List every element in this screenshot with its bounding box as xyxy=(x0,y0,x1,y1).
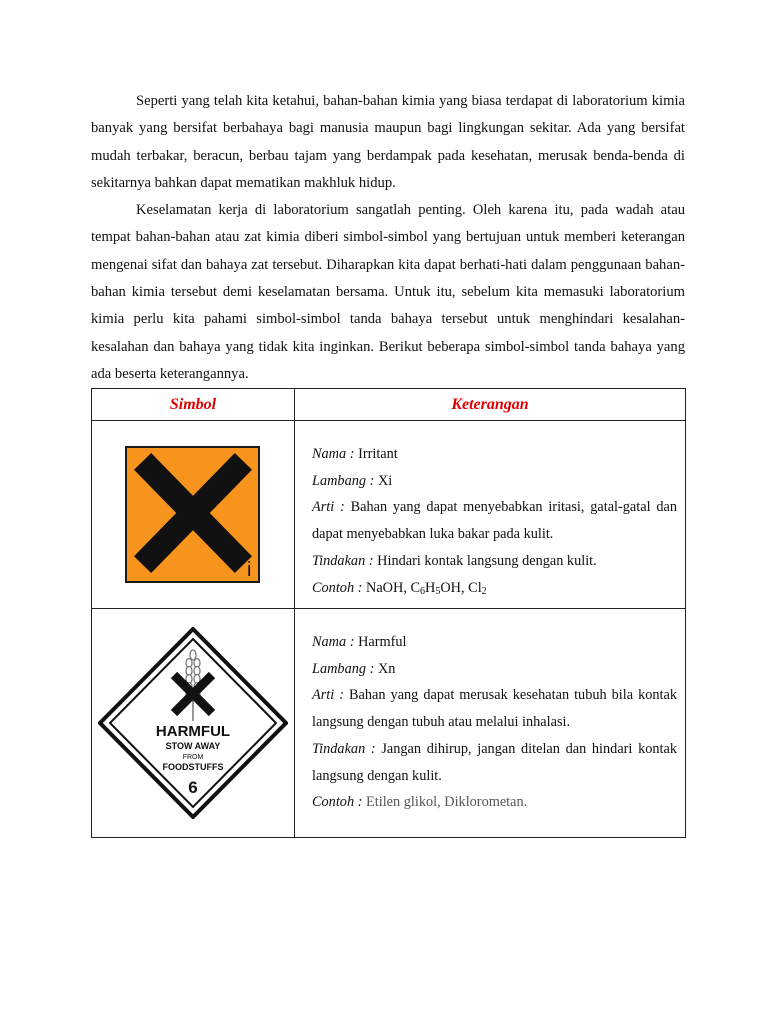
foodstuffs-label: FOODSTUFFS xyxy=(162,762,224,772)
arti-label: Arti : xyxy=(312,687,345,704)
hazard-symbol-table xyxy=(91,388,686,838)
formula-part: NaOH, C xyxy=(366,579,421,596)
contoh-line xyxy=(312,575,677,602)
table-row xyxy=(92,421,686,609)
paragraph: Keselamatan kerja di laboratorium sangatlah penting. Oleh karena itu, pada wadah atau tempat bahan-bahan atau zat kimia diberi simbol-simbol yang bertujuan untuk memberi keterangan mengenai sifat dan bahaya zat tersebut. Diharapkan kita dapat berhati-hati dalam penggunaan bahan-bahan kimia tersebut demi keselamatan bersama. Untuk itu, sebelum kita memasuki laboratorium kimia perlu kita pahami simbol-simbol tanda bahaya tersebut untuk menghindari kesalahan-kesalahan dan bahaya yang tidak kita inginkan. Berikut beberapa simbol-simbol tanda bahaya yang ada beserta keterangannya. xyxy=(91,202,685,382)
from-label: FROM xyxy=(182,754,204,761)
class-number: 6 xyxy=(188,778,198,797)
arti-value: Bahan yang dapat merusak kesehatan tubuh bila kontak langsung dengan tubuh atau melalui inhalasi. xyxy=(312,687,678,731)
stow-away-label: STOW AWAY xyxy=(165,741,221,751)
lambang-label: Lambang : xyxy=(312,660,375,677)
formula-sub: 6 xyxy=(420,585,426,597)
contoh-label: Contoh : xyxy=(312,794,363,811)
formula-part: OH, Cl xyxy=(440,579,482,596)
tindakan-value: Hindari kontak langsung dengan kulit. xyxy=(377,552,597,569)
lambang-value: Xn xyxy=(377,660,396,677)
harmful-diamond-icon xyxy=(98,627,288,819)
nama-value: Irritant xyxy=(358,446,398,462)
symbol-cell xyxy=(92,609,295,838)
irritant-x-icon xyxy=(125,446,261,584)
formula-sub: 2 xyxy=(481,585,487,597)
paragraph: Seperti yang telah kita ketahui, bahan-bahan kimia yang biasa terdapat di laboratorium kimia banyak yang bersifat berbahaya bagi manusia maupun bagi lingkungan sekitar. Ada yang bersifat mudah terbakar, beracun, berbau tajam yang berdampak pada kesehatan, merusak benda-benda di sekitarnya bahkan dapat mematikan makhluk hidup. xyxy=(91,93,685,191)
nama-value: Harmful xyxy=(358,634,407,650)
contoh-label: Contoh : xyxy=(312,579,363,596)
header-symbol: Simbol xyxy=(92,389,295,421)
description-cell xyxy=(295,421,686,609)
nama-label: Nama : xyxy=(312,634,355,650)
lambang-label: Lambang : xyxy=(312,472,375,489)
description-cell xyxy=(295,609,686,838)
arti-value: Bahan yang dapat menyebabkan iritasi, gatal-gatal dan dapat menyebabkan luka bakar pada kulit. xyxy=(312,499,677,543)
lambang-value: Xi xyxy=(377,472,393,489)
formula-sub: 5 xyxy=(435,585,441,597)
formula-part: H xyxy=(425,579,436,596)
harmful-label: HARMFUL xyxy=(155,723,231,740)
body-text xyxy=(91,88,685,388)
irritant-letter: i xyxy=(247,558,252,581)
table-row xyxy=(92,609,686,838)
contoh-value: Etilen glikol, Diklorometan. xyxy=(366,794,528,811)
tindakan-label: Tindakan : xyxy=(312,552,374,569)
symbol-cell xyxy=(92,421,295,609)
nama-label: Nama : xyxy=(312,446,355,462)
tindakan-value: Jangan dihirup, jangan ditelan dan hindari kontak langsung dengan kulit. xyxy=(312,740,677,784)
header-description: Keterangan xyxy=(295,389,686,421)
arti-label: Arti : xyxy=(312,499,345,516)
tindakan-label: Tindakan : xyxy=(312,740,376,757)
